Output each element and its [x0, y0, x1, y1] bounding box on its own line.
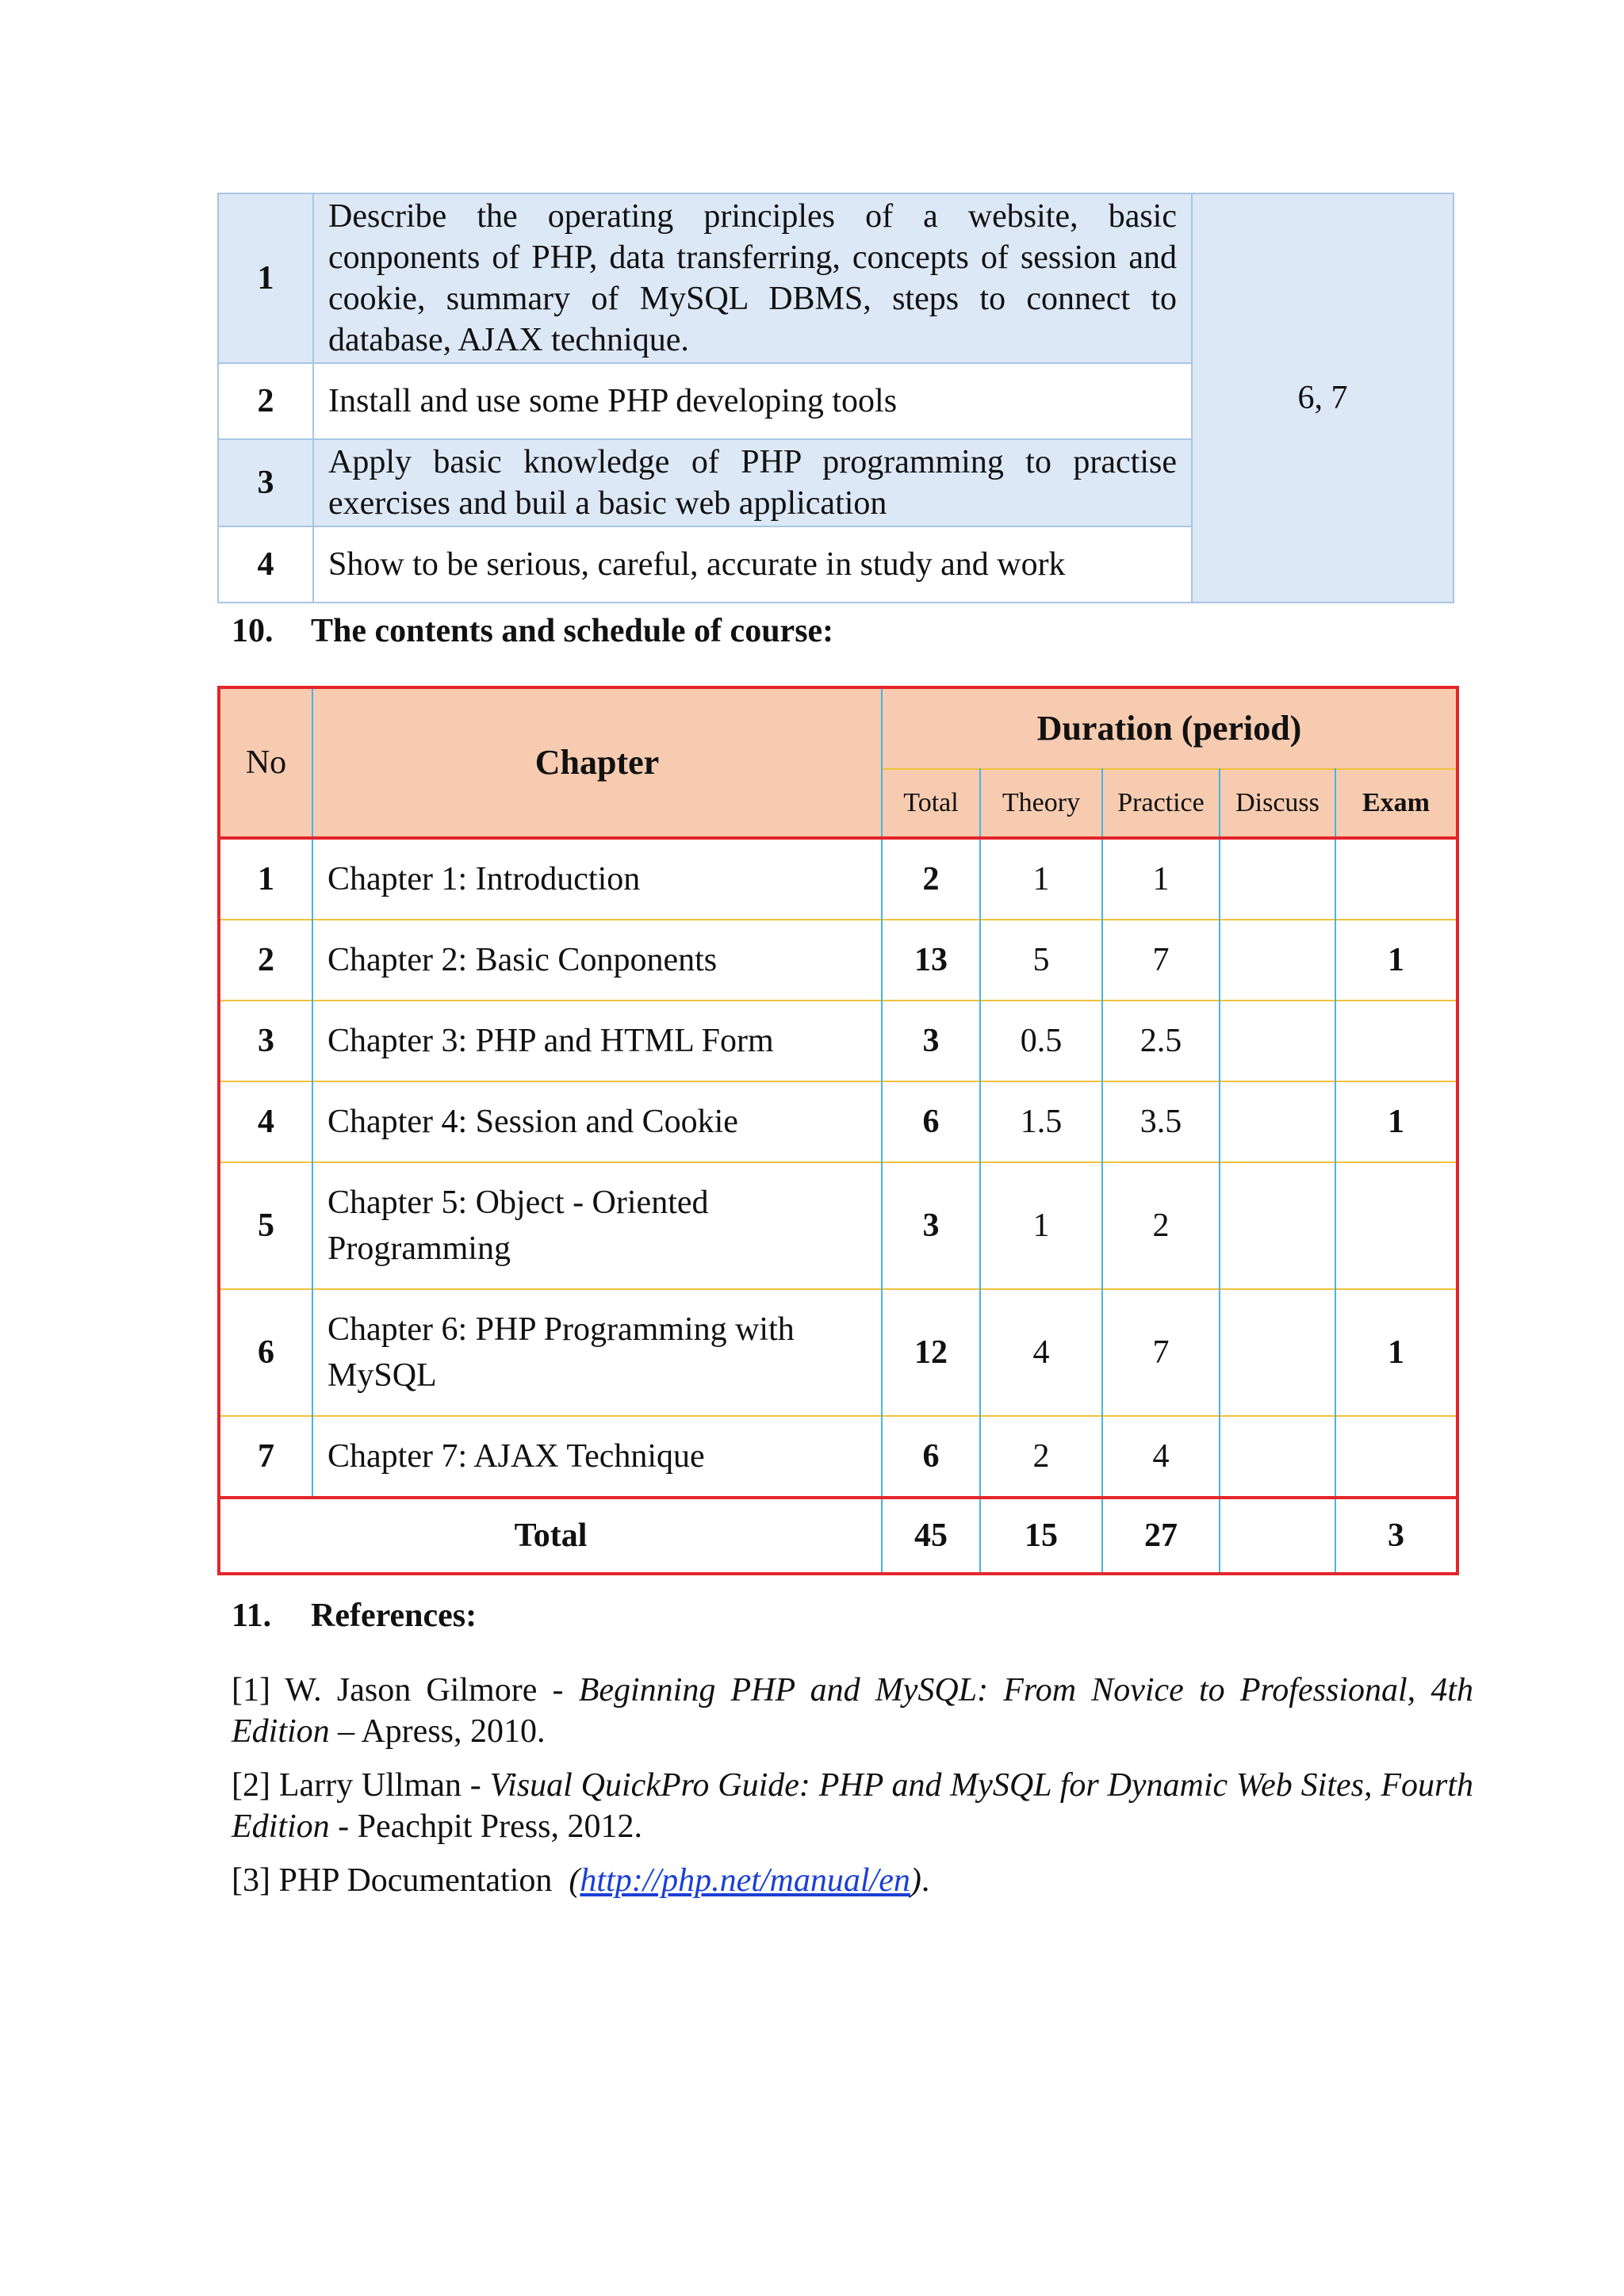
objective-text: Show to be serious, careful, accurate in study and work [313, 526, 1192, 603]
objective-number: 1 [218, 193, 313, 363]
row-theory: 5 [980, 920, 1102, 1001]
row-exam [1335, 838, 1457, 920]
section-title: The contents and schedule of course: [311, 613, 834, 649]
reference-close-paren: ) [910, 1862, 921, 1899]
row-discuss [1220, 1001, 1335, 1081]
row-total: 3 [882, 1001, 980, 1081]
schedule-table [217, 686, 1459, 1575]
section-title: References: [311, 1598, 477, 1634]
row-discuss [1220, 1289, 1335, 1416]
table-row [219, 1001, 1457, 1081]
table-row [219, 920, 1457, 1001]
table-row [219, 1416, 1457, 1498]
row-theory: 4 [980, 1289, 1102, 1416]
reference-open-paren: ( [569, 1862, 580, 1899]
reference-suffix: - Peachpit Press, 2012. [329, 1808, 642, 1845]
reference-prefix: [1] W. Jason Gilmore - [232, 1672, 579, 1709]
row-no: 7 [219, 1416, 312, 1498]
row-chapter: Chapter 6: PHP Programming with MySQL [312, 1289, 882, 1416]
reference-suffix: – Apress, 2010. [329, 1713, 546, 1750]
reference-title: Visual QuickPro Guide: PHP and MySQL for Dynamic Web Sites, Fourth Edition [232, 1767, 1473, 1845]
row-no: 5 [219, 1162, 312, 1289]
reference-item [232, 1765, 1473, 1847]
total-discuss [1220, 1498, 1335, 1574]
reference-title: Beginning PHP and MySQL: From Novice to Professional, 4th Edition [232, 1672, 1473, 1750]
row-no: 6 [219, 1289, 312, 1416]
row-exam: 1 [1335, 1081, 1457, 1162]
row-chapter: Chapter 7: AJAX Technique [312, 1416, 882, 1498]
row-practice: 1 [1102, 838, 1220, 920]
reference-prefix: [2] Larry Ullman - [232, 1767, 490, 1804]
total-theory: 15 [980, 1498, 1102, 1574]
row-theory: 1.5 [980, 1081, 1102, 1162]
objectives-table [217, 193, 1454, 603]
total-total: 45 [882, 1498, 980, 1574]
reference-link[interactable]: http://php.net/manual/en [580, 1862, 910, 1899]
table-row [219, 1289, 1457, 1416]
row-practice: 4 [1102, 1416, 1220, 1498]
objective-row [218, 193, 1454, 363]
row-no: 3 [219, 1001, 312, 1081]
header-total: Total [882, 769, 980, 838]
total-label: Total [219, 1498, 882, 1574]
row-no: 2 [219, 920, 312, 1001]
row-discuss [1220, 1416, 1335, 1498]
row-total: 12 [882, 1289, 980, 1416]
table-row [219, 1081, 1457, 1162]
row-total: 13 [882, 920, 980, 1001]
table-row [219, 838, 1457, 920]
row-no: 4 [219, 1081, 312, 1162]
objective-number: 4 [218, 526, 313, 603]
row-no: 1 [219, 838, 312, 920]
row-discuss [1220, 1081, 1335, 1162]
row-discuss [1220, 920, 1335, 1001]
row-total: 6 [882, 1416, 980, 1498]
objective-plo: 6, 7 [1192, 193, 1454, 603]
reference-suffix: . [921, 1862, 930, 1899]
row-practice: 2.5 [1102, 1001, 1220, 1081]
objective-text: Describe the operating principles of a website, basic conponents of PHP, data transferring, concepts of session and cookie, summary of MySQL DBMS, steps to connect to database, AJAX technique. [313, 193, 1192, 363]
row-discuss [1220, 1162, 1335, 1289]
header-chapter: Chapter [312, 687, 882, 838]
header-practice: Practice [1102, 769, 1220, 838]
row-chapter: Chapter 5: Object - Oriented Programming [312, 1162, 882, 1289]
objective-number: 3 [218, 439, 313, 526]
row-theory: 0.5 [980, 1001, 1102, 1081]
row-theory: 1 [980, 1162, 1102, 1289]
header-theory: Theory [980, 769, 1102, 838]
row-theory: 2 [980, 1416, 1102, 1498]
row-exam: 1 [1335, 920, 1457, 1001]
section-11-heading [232, 1595, 477, 1636]
row-theory: 1 [980, 838, 1102, 920]
header-duration: Duration (period) [882, 687, 1457, 769]
section-10-heading [232, 610, 833, 652]
total-practice: 27 [1102, 1498, 1220, 1574]
total-row [219, 1498, 1457, 1574]
row-exam: 1 [1335, 1289, 1457, 1416]
row-practice: 3.5 [1102, 1081, 1220, 1162]
row-total: 2 [882, 838, 980, 920]
objective-text: Apply basic knowledge of PHP programming to practise exercises and buil a basic web application [313, 439, 1192, 526]
row-practice: 2 [1102, 1162, 1220, 1289]
row-practice: 7 [1102, 920, 1220, 1001]
references-list [232, 1670, 1473, 1914]
section-number: 10. [232, 613, 274, 649]
row-exam [1335, 1416, 1457, 1498]
row-chapter: Chapter 1: Introduction [312, 838, 882, 920]
row-total: 6 [882, 1081, 980, 1162]
total-exam: 3 [1335, 1498, 1457, 1574]
header-exam: Exam [1335, 769, 1457, 838]
row-practice: 7 [1102, 1289, 1220, 1416]
row-exam [1335, 1001, 1457, 1081]
reference-item [232, 1670, 1473, 1752]
row-chapter: Chapter 3: PHP and HTML Form [312, 1001, 882, 1081]
objective-text: Install and use some PHP developing tools [313, 363, 1192, 439]
row-chapter: Chapter 2: Basic Conponents [312, 920, 882, 1001]
row-discuss [1220, 838, 1335, 920]
objective-number: 2 [218, 363, 313, 439]
reference-prefix: [3] PHP Documentation [232, 1862, 569, 1899]
row-exam [1335, 1162, 1457, 1289]
header-discuss: Discuss [1220, 769, 1335, 838]
section-number: 11. [232, 1598, 272, 1634]
table-row [219, 1162, 1457, 1289]
reference-item [232, 1860, 1473, 1901]
row-total: 3 [882, 1162, 980, 1289]
header-no: No [219, 687, 312, 838]
row-chapter: Chapter 4: Session and Cookie [312, 1081, 882, 1162]
